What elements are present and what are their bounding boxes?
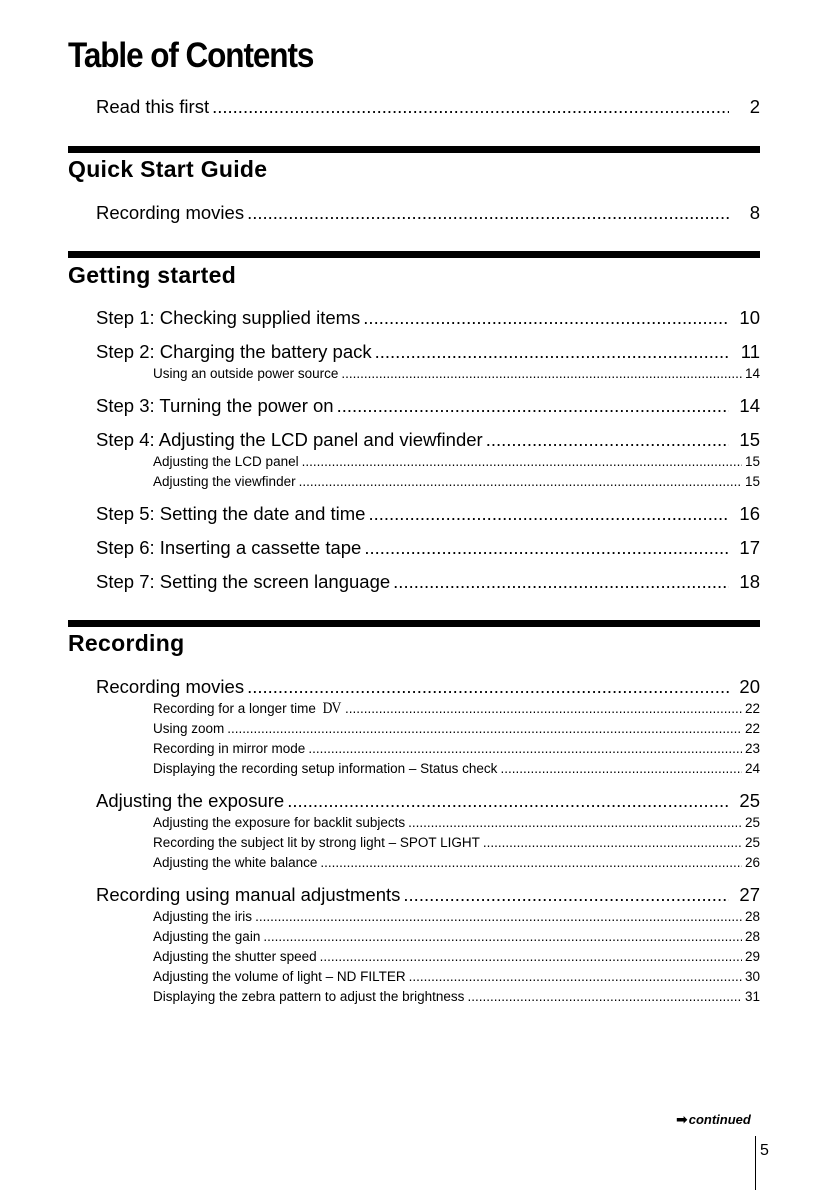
toc-entry-label: Step 6: Inserting a cassette tape [96,537,362,558]
toc-entry-page: 11 [740,341,760,362]
section-heading-getting-started: Getting started [68,262,237,288]
toc-entry-label: Step 5: Setting the date and time [96,503,366,524]
dot-leader [299,474,742,489]
toc-entry-label: Step 3: Turning the power on [96,395,334,416]
dot-leader [320,855,742,870]
toc-subentry-page: 30 [744,969,760,984]
toc-subentry-page: 25 [744,815,760,830]
toc-subentry-label: Adjusting the viewfinder [153,474,296,489]
toc-subentry-page: 22 [744,721,760,736]
toc-subentry-label: Adjusting the volume of light – ND FILTER [153,969,406,984]
dot-leader [486,429,729,451]
toc-entry-exposure[interactable] [96,790,760,814]
dot-leader [364,537,729,559]
dot-leader [308,741,742,756]
toc-subentry-label: Recording in mirror mode [153,741,306,756]
toc-subentry-mirror-mode[interactable] [153,741,760,759]
toc-subentry-longer-time[interactable] [153,701,760,719]
toc-entry-page: 8 [749,202,760,223]
toc-subentry-spot-light[interactable] [153,835,760,853]
toc-subentry-label: Adjusting the white balance [153,855,318,870]
dot-leader [409,969,742,984]
dot-leader [255,909,742,924]
toc-entry-step-2[interactable] [96,341,760,365]
dot-leader [227,721,742,736]
dot-leader [393,571,729,593]
toc-subentry-label: Using zoom [153,721,225,736]
toc-entry-page: 15 [739,429,760,450]
dot-leader [212,96,729,118]
dot-leader [500,761,742,776]
toc-subentry-page: 31 [744,989,760,1004]
toc-subentry-page: 28 [744,909,760,924]
dot-leader [287,790,729,812]
toc-subentry-page: 22 [744,701,760,716]
toc-subentry-label: Displaying the recording setup information – Status check [153,761,498,776]
toc-subentry-page: 15 [744,474,760,489]
toc-subentry-label: Displaying the zebra pattern to adjust the brightness [153,989,465,1004]
dot-leader [302,454,742,469]
section-heading-recording: Recording [68,630,185,656]
toc-entry-recording-movies-quick[interactable] [96,202,760,226]
toc-entry-page: 18 [739,571,760,592]
section-heading-quick-start: Quick Start Guide [68,156,268,182]
toc-subentry-zoom[interactable] [153,721,760,739]
toc-subentry-viewfinder[interactable] [153,474,760,492]
toc-subentry-lcd-panel[interactable] [153,454,760,472]
toc-subentry-page: 24 [744,761,760,776]
toc-entry-step-1[interactable] [96,307,760,331]
dot-leader [247,202,729,224]
toc-entry-page: 2 [749,96,760,117]
toc-subentry-label: Recording for a longer time [153,701,316,716]
continued-link[interactable] [676,1111,751,1128]
page-margin-rule [755,1136,756,1190]
toc-subentry-page: 29 [744,949,760,964]
toc-subentry-page: 14 [744,366,760,381]
continued-label: continued [688,1112,751,1127]
dot-leader [483,835,742,850]
toc-entry-step-4[interactable] [96,429,760,453]
dot-leader [345,701,742,716]
toc-entry-page: 16 [739,503,760,524]
toc-subentry-gain[interactable] [153,929,760,947]
page-title: Table of Contents [68,36,314,75]
toc-entry-label: Step 2: Charging the battery pack [96,341,372,362]
toc-entry-label: Recording movies [96,202,245,223]
toc-subentry-outside-power[interactable] [153,366,760,384]
toc-entry-step-5[interactable] [96,503,760,527]
toc-subentry-page: 26 [744,855,760,870]
dot-leader [363,307,729,329]
toc-subentry-backlit[interactable] [153,815,760,833]
toc-entry-step-3[interactable] [96,395,760,419]
toc-subentry-label: Adjusting the exposure for backlit subjects [153,815,406,830]
dot-leader [247,676,729,698]
toc-subentry-page: 28 [744,929,760,944]
dot-leader [467,989,742,1004]
toc-entry-step-7[interactable] [96,571,760,595]
toc-subentry-nd-filter[interactable] [153,969,760,987]
toc-entry-step-6[interactable] [96,537,760,561]
toc-subentry-label: Adjusting the shutter speed [153,949,317,964]
toc-subentry-page: 15 [744,454,760,469]
toc-entry-page: 20 [739,676,760,697]
section-rule [68,251,760,258]
dot-leader [320,949,742,964]
toc-entry-page: 27 [739,884,760,905]
dot-leader [341,366,742,381]
toc-subentry-page: 23 [744,741,760,756]
dot-leader [408,815,742,830]
toc-subentry-page: 25 [744,835,760,850]
toc-entry-label: Read this first [96,96,210,117]
dot-leader [263,929,742,944]
toc-subentry-label: Recording the subject lit by strong light – SPOT LIGHT [153,835,480,850]
toc-entry-label: Recording movies [96,676,245,697]
dot-leader [337,395,729,417]
toc-entry-page: 10 [739,307,760,328]
toc-entry-page: 25 [739,790,760,811]
toc-subentry-label: Adjusting the gain [153,929,261,944]
toc-subentry-label: Adjusting the LCD panel [153,454,299,469]
right-arrow-icon: ➡ [676,1111,688,1127]
toc-subentry-label: Using an outside power source [153,366,339,381]
toc-entry-read-this-first[interactable] [96,96,760,120]
toc-entry-label: Adjusting the exposure [96,790,285,811]
toc-subentry-shutter-speed[interactable] [153,949,760,967]
dot-leader [368,503,729,525]
toc-subentry-zebra-pattern[interactable] [153,989,760,1007]
toc-subentry-iris[interactable] [153,909,760,927]
section-rule [68,620,760,627]
toc-entry-page: 14 [739,395,760,416]
toc-subentry-white-balance[interactable] [153,855,760,873]
toc-subentry-label: Adjusting the iris [153,909,253,924]
section-rule [68,146,760,153]
toc-entry-label: Step 1: Checking supplied items [96,307,361,328]
toc-subentry-status-check[interactable] [153,761,760,779]
dv-logo-icon: DV [322,700,341,717]
toc-entry-recording-movies[interactable] [96,676,760,700]
toc-entry-page: 17 [739,537,760,558]
toc-entry-label: Step 4: Adjusting the LCD panel and viewfinder [96,429,483,450]
dot-leader [403,884,729,906]
dot-leader [375,341,729,363]
toc-entry-label: Recording using manual adjustments [96,884,401,905]
toc-entry-manual-adjustments[interactable] [96,884,760,908]
toc-entry-label: Step 7: Setting the screen language [96,571,391,592]
page-number: 5 [760,1142,769,1159]
